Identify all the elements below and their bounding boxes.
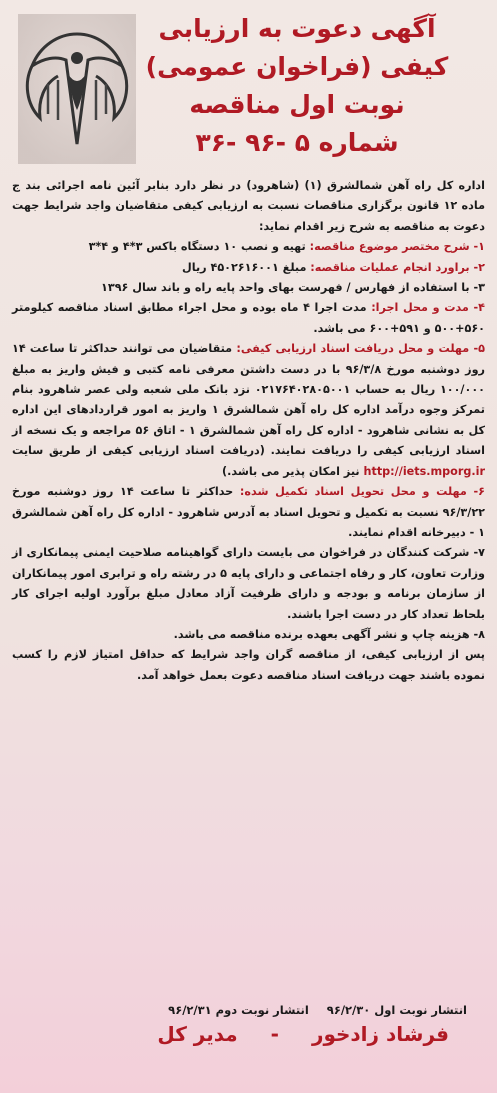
- item-2-text: مبلغ ۴۵۰۲۶۱۶۰۰۱ ریال: [182, 260, 311, 274]
- notice-title: [127, 10, 467, 162]
- item-3: ۳- با استفاده از فهارس / فهرست بهای واحد پایه راه و باند سال ۱۳۹۶: [101, 281, 485, 295]
- item-1: [12, 237, 485, 257]
- item-5-url: http://iets.mporg.ir: [363, 464, 485, 478]
- signer-title: مدیر کل: [157, 1022, 238, 1046]
- item-5-heading: ۵- مهلت و محل دریافت اسناد ارزیابی کیفی:: [236, 342, 485, 356]
- item-4: [12, 298, 485, 339]
- item-5-text: متقاضیان می توانند حداکثر تا ساعت ۱۴ روز دوشنبه مورخ ۹۶/۳/۸ با در دست داشتن معرفی نامه کتبی و فیش واریز به مبلغ ۱۰۰/۰۰۰ ریال به حساب ۰۲۱۷۶۴۰۲۸۰۵۰۰۱ نزد بانک ملی شعبه ولی عصر شاهرود بنام تمرکز وجوه درآمد اداره کل راه آهن شمالشرق ۱ واریز به امور قراردادهای این اداره کل به نشانی شاهرود - اداره کل راه آهن شمالشرق ۱ - اتاق ۵۶ مراجعه و یک نسخه از اسناد ارزیابی کیفی را دریافت نمایند. (دریافت اسناد ارزیابی کیفی از طریق سایت: [12, 342, 486, 458]
- item-6-text: حداکثر تا ساعت ۱۴ روز دوشنبه مورخ ۹۶/۳/۲۲ نسبت به تکمیل و تحویل اسناد به آدرس شاهرود - اداره کل راه آهن شمالشرق ۱ - دبیرخانه اقدام نمایند.: [12, 485, 485, 539]
- publish-second-date: انتشار نوبت دوم ۹۶/۲/۳۱: [168, 1003, 309, 1017]
- railway-emblem-icon: [18, 14, 136, 164]
- item-6: [12, 482, 485, 543]
- signature-separator: -: [270, 1022, 279, 1046]
- item-2: [12, 258, 485, 278]
- notice-header: [12, 6, 485, 176]
- signature-block: [131, 1022, 449, 1046]
- item-5: [12, 339, 485, 482]
- closing-paragraph: پس از ارزیابی کیفی، از مناقصه گران واجد شرایط که حداقل امتیاز لازم را کسب نموده باشند جهت دریافت اسناد مناقصه دعوت بعمل خواهد آمد.: [12, 648, 485, 682]
- item-6-heading: ۶- مهلت و محل تحویل اسناد تکمیل شده:: [239, 485, 485, 499]
- title-line-1: آگهی دعوت به ارزیابی: [158, 14, 436, 43]
- title-line-2: کیفی (فراخوان عمومی): [145, 52, 449, 81]
- item-4-text: مدت اجرا ۴ ماه بوده و محل اجراء مطابق اسناد مناقصه کیلومتر ۵۶۰+۵۰۰ و ۵۹۱+۶۰۰ می باشد.: [12, 301, 485, 335]
- title-line-3: نوبت اول مناقصه: [189, 90, 405, 119]
- item-2-heading: ۲- براورد انجام عملیات مناقصه:: [310, 260, 485, 274]
- item-5-tail: نیز امکان پذیر می باشد.): [222, 464, 364, 478]
- item-1-text: تهیه و نصب ۱۰ دستگاه باکس ۳*۴ و ۴*۳: [88, 240, 310, 254]
- title-line-4: شماره ۵ -۹۶ -۳۶: [195, 128, 399, 157]
- item-1-heading: ۱- شرح مختصر موضوع مناقصه:: [309, 240, 485, 254]
- item-8: ۸- هزینه چاپ و نشر آگهی بعهده برنده مناقصه می باشد.: [173, 627, 485, 641]
- publish-first-date: انتشار نوبت اول ۹۶/۲/۳۰: [326, 1003, 467, 1017]
- notice-body: [12, 176, 485, 686]
- item-7: ۷- شرکت کنندگان در فراخوان می بایست دارای گواهینامه صلاحیت ایمنی پیمانکاری از وزارت تعاون، کار و رفاه اجتماعی و دارای پایه ۵ در رشته راه و ترابری امور پیمانکاران از سازمان برنامه و بودجه و دارای ظرفیت آزاد معادل مبلغ برآورد اولیه اجرای کار بلحاظ تعداد کار در دست اجرا باشند.: [12, 546, 485, 621]
- intro-paragraph: اداره کل راه آهن شمالشرق (۱) (شاهرود) در نظر دارد بنابر آئین نامه اجرائی بند ج ماده ۱۲ قانون برگزاری مناقصات نسبت به ارزیابی کیفی متقاضیان واجد شرایط جهت دعوت به مناقصه به شرح زیر اقدام نماید:: [12, 179, 485, 233]
- signer-name: فرشاد زادخور: [311, 1022, 449, 1046]
- item-4-heading: ۴- مدت و محل اجرا:: [371, 301, 485, 315]
- publication-dates: [154, 1003, 467, 1017]
